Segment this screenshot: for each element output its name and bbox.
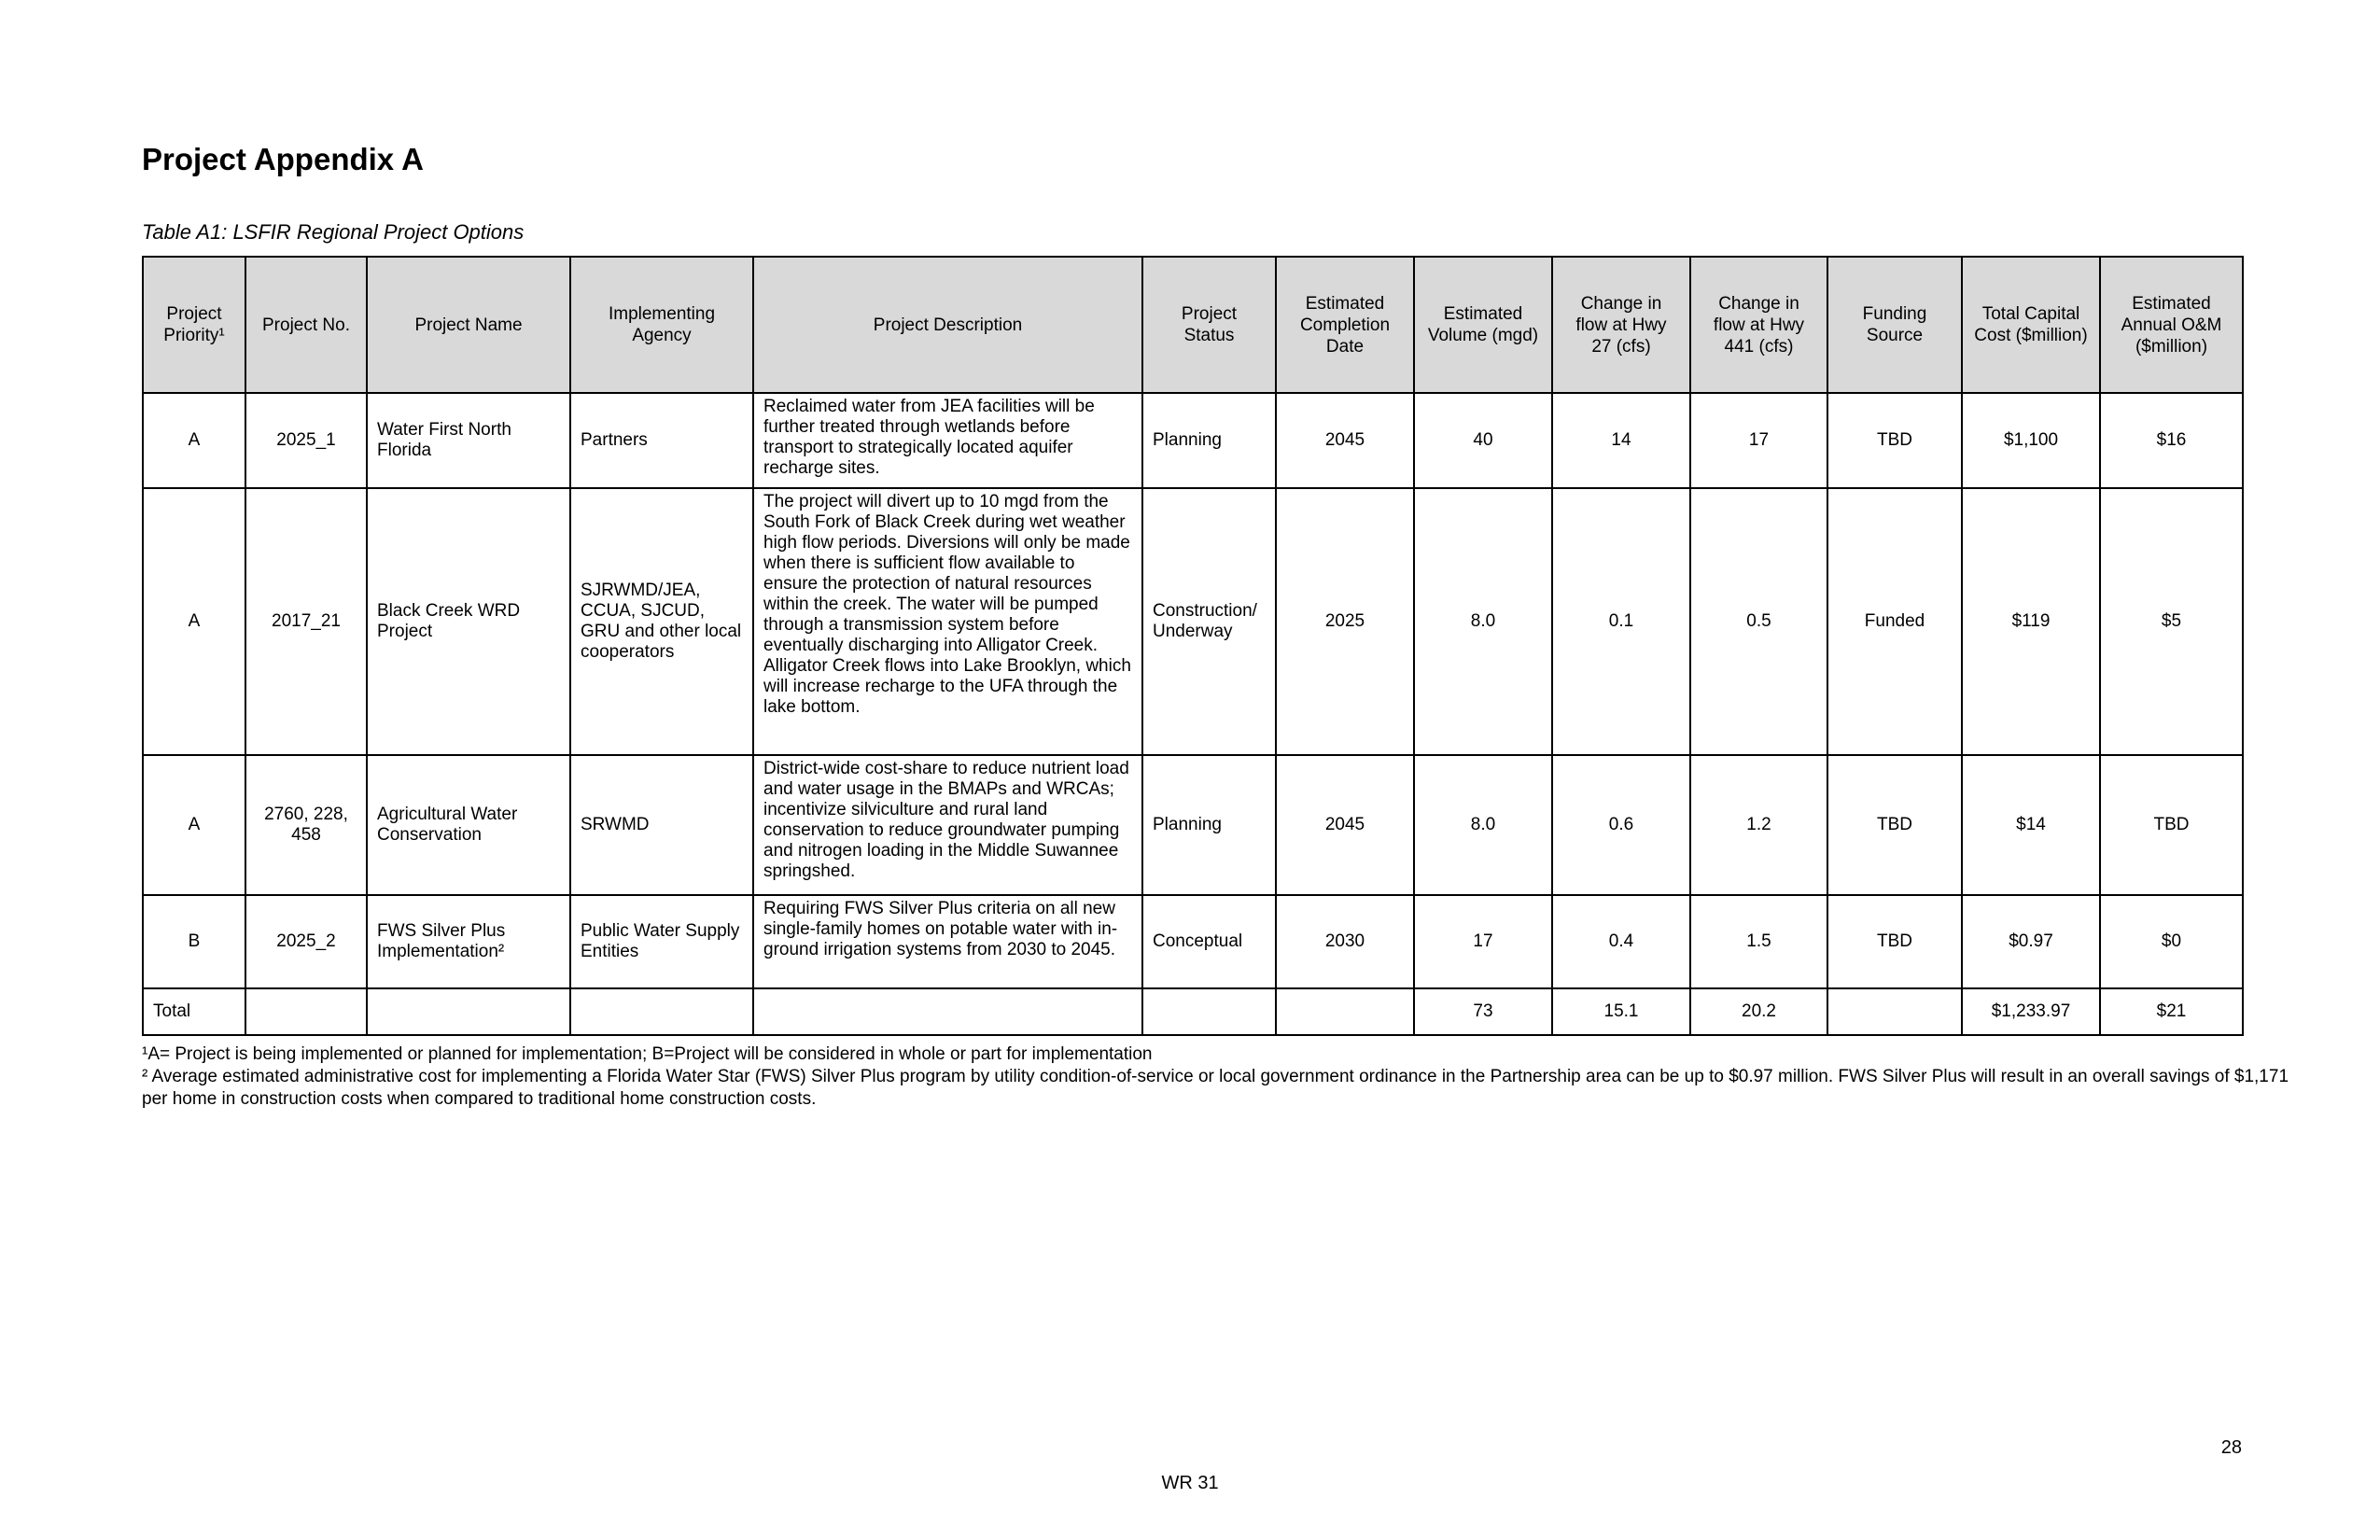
cell-completion-date: 2045 — [1276, 755, 1414, 895]
header-estimated-completion-date: Estimated Completion Date — [1276, 257, 1414, 393]
total-empty-cell — [570, 988, 753, 1035]
footnote-1: ¹A= Project is being implemented or planned for implementation; B=Project will be considered in whole or part for implementation — [142, 1044, 1153, 1064]
cell-funding: Funded — [1827, 488, 1962, 755]
cell-project-name: Agricultural Water Conservation — [367, 755, 570, 895]
total-empty-cell — [1142, 988, 1276, 1035]
cell-volume: 40 — [1414, 393, 1552, 488]
total-empty-cell — [367, 988, 570, 1035]
cell-status: Planning — [1142, 393, 1276, 488]
header-project-name: Project Name — [367, 257, 570, 393]
table-total-row — [143, 988, 2243, 1035]
cell-description: Reclaimed water from JEA facilities will be further treated through wetlands before transport to strategically located aquifer recharge sites. — [753, 393, 1142, 488]
header-project-description: Project Description — [753, 257, 1142, 393]
cell-capital-cost: $119 — [1962, 488, 2100, 755]
cell-hwy441: 17 — [1690, 393, 1827, 488]
table-row — [143, 895, 2243, 988]
header-project-priority: Project Priority¹ — [143, 257, 245, 393]
cell-hwy27: 14 — [1552, 393, 1690, 488]
header-estimated-annual-om: Estimated Annual O&M ($million) — [2100, 257, 2243, 393]
header-project-status: Project Status — [1142, 257, 1276, 393]
cell-funding: TBD — [1827, 895, 1962, 988]
regional-project-options-table — [142, 256, 2244, 1036]
cell-priority: A — [143, 488, 245, 755]
cell-annual-om: $0 — [2100, 895, 2243, 988]
cell-volume: 8.0 — [1414, 488, 1552, 755]
footnotes — [142, 1043, 2298, 1111]
cell-hwy27: 0.4 — [1552, 895, 1690, 988]
content-area — [142, 142, 2298, 1111]
header-project-no: Project No. — [245, 257, 367, 393]
cell-status: Planning — [1142, 755, 1276, 895]
cell-agency: SRWMD — [570, 755, 753, 895]
cell-annual-om: $16 — [2100, 393, 2243, 488]
cell-description: The project will divert up to 10 mgd from the South Fork of Black Creek during wet weather high flow periods. Diversions will only be made when there is sufficient flow available to ensure the protection of natural resources within the creek. The water will be pumped through a transmission system before eventually discharging into Alligator Creek. Alligator Creek flows into Lake Brooklyn, which will increase recharge to the UFA through the lake bottom. — [753, 488, 1142, 755]
total-hwy441: 20.2 — [1690, 988, 1827, 1035]
cell-project-name: Water First North Florida — [367, 393, 570, 488]
cell-funding: TBD — [1827, 755, 1962, 895]
cell-annual-om: $5 — [2100, 488, 2243, 755]
table-header-row — [143, 257, 2243, 393]
total-label: Total — [143, 988, 245, 1035]
cell-description: District-wide cost-share to reduce nutrient load and water usage in the BMAPs and WRCAs; incentivize silviculture and rural land conservation to reduce groundwater pumping and nitrogen loading in the Middle Suwannee springshed. — [753, 755, 1142, 895]
table-row — [143, 755, 2243, 895]
cell-description: Requiring FWS Silver Plus criteria on all new single-family homes on potable water with in-ground irrigation systems from 2030 to 2045. — [753, 895, 1142, 988]
page-number: 28 — [2220, 1437, 2242, 1458]
cell-project-no: 2025_1 — [245, 393, 367, 488]
total-empty-cell — [245, 988, 367, 1035]
cell-priority: A — [143, 755, 245, 895]
cell-volume: 8.0 — [1414, 755, 1552, 895]
footer-text: WR 31 — [1161, 1473, 1219, 1493]
total-hwy27: 15.1 — [1552, 988, 1690, 1035]
header-change-flow-hwy-441: Change in flow at Hwy 441 (cfs) — [1690, 257, 1827, 393]
cell-priority: A — [143, 393, 245, 488]
cell-capital-cost: $1,100 — [1962, 393, 2100, 488]
cell-hwy441: 0.5 — [1690, 488, 1827, 755]
page-title: Project Appendix A — [142, 142, 424, 176]
cell-funding: TBD — [1827, 393, 1962, 488]
cell-project-name: FWS Silver Plus Implementation² — [367, 895, 570, 988]
cell-agency: SJRWMD/JEA, CCUA, SJCUD, GRU and other local cooperators — [570, 488, 753, 755]
header-estimated-volume: Estimated Volume (mgd) — [1414, 257, 1552, 393]
total-empty-cell — [1827, 988, 1962, 1035]
total-empty-cell — [1276, 988, 1414, 1035]
header-funding-source: Funding Source — [1827, 257, 1962, 393]
cell-project-no: 2760, 228, 458 — [245, 755, 367, 895]
cell-agency: Partners — [570, 393, 753, 488]
cell-hwy441: 1.5 — [1690, 895, 1827, 988]
cell-agency: Public Water Supply Entities — [570, 895, 753, 988]
total-empty-cell — [753, 988, 1142, 1035]
cell-project-no: 2017_21 — [245, 488, 367, 755]
cell-priority: B — [143, 895, 245, 988]
header-total-capital-cost: Total Capital Cost ($million) — [1962, 257, 2100, 393]
cell-project-no: 2025_2 — [245, 895, 367, 988]
cell-hwy441: 1.2 — [1690, 755, 1827, 895]
cell-capital-cost: $0.97 — [1962, 895, 2100, 988]
total-annual-om: $21 — [2100, 988, 2243, 1035]
total-volume: 73 — [1414, 988, 1552, 1035]
header-implementing-agency: Implementing Agency — [570, 257, 753, 393]
table-row — [143, 488, 2243, 755]
cell-status: Construction/ Underway — [1142, 488, 1276, 755]
table-row — [143, 393, 2243, 488]
footnote-2: ² Average estimated administrative cost for implementing a Florida Water Star (FWS) Silver Plus program by utility condition-of-service or local government ordinance in the Partnership area can be up to $0.97 million. FWS Silver Plus will result in an overall savings of $1,171 per home in construction costs when compared to traditional home construction costs. — [142, 1067, 2289, 1109]
cell-status: Conceptual — [1142, 895, 1276, 988]
cell-completion-date: 2025 — [1276, 488, 1414, 755]
cell-volume: 17 — [1414, 895, 1552, 988]
cell-completion-date: 2045 — [1276, 393, 1414, 488]
table-caption: Table A1: LSFIR Regional Project Options — [142, 220, 525, 244]
cell-completion-date: 2030 — [1276, 895, 1414, 988]
cell-hwy27: 0.1 — [1552, 488, 1690, 755]
header-change-flow-hwy-27: Change in flow at Hwy 27 (cfs) — [1552, 257, 1690, 393]
cell-annual-om: TBD — [2100, 755, 2243, 895]
cell-project-name: Black Creek WRD Project — [367, 488, 570, 755]
total-capital-cost: $1,233.97 — [1962, 988, 2100, 1035]
cell-hwy27: 0.6 — [1552, 755, 1690, 895]
cell-capital-cost: $14 — [1962, 755, 2100, 895]
